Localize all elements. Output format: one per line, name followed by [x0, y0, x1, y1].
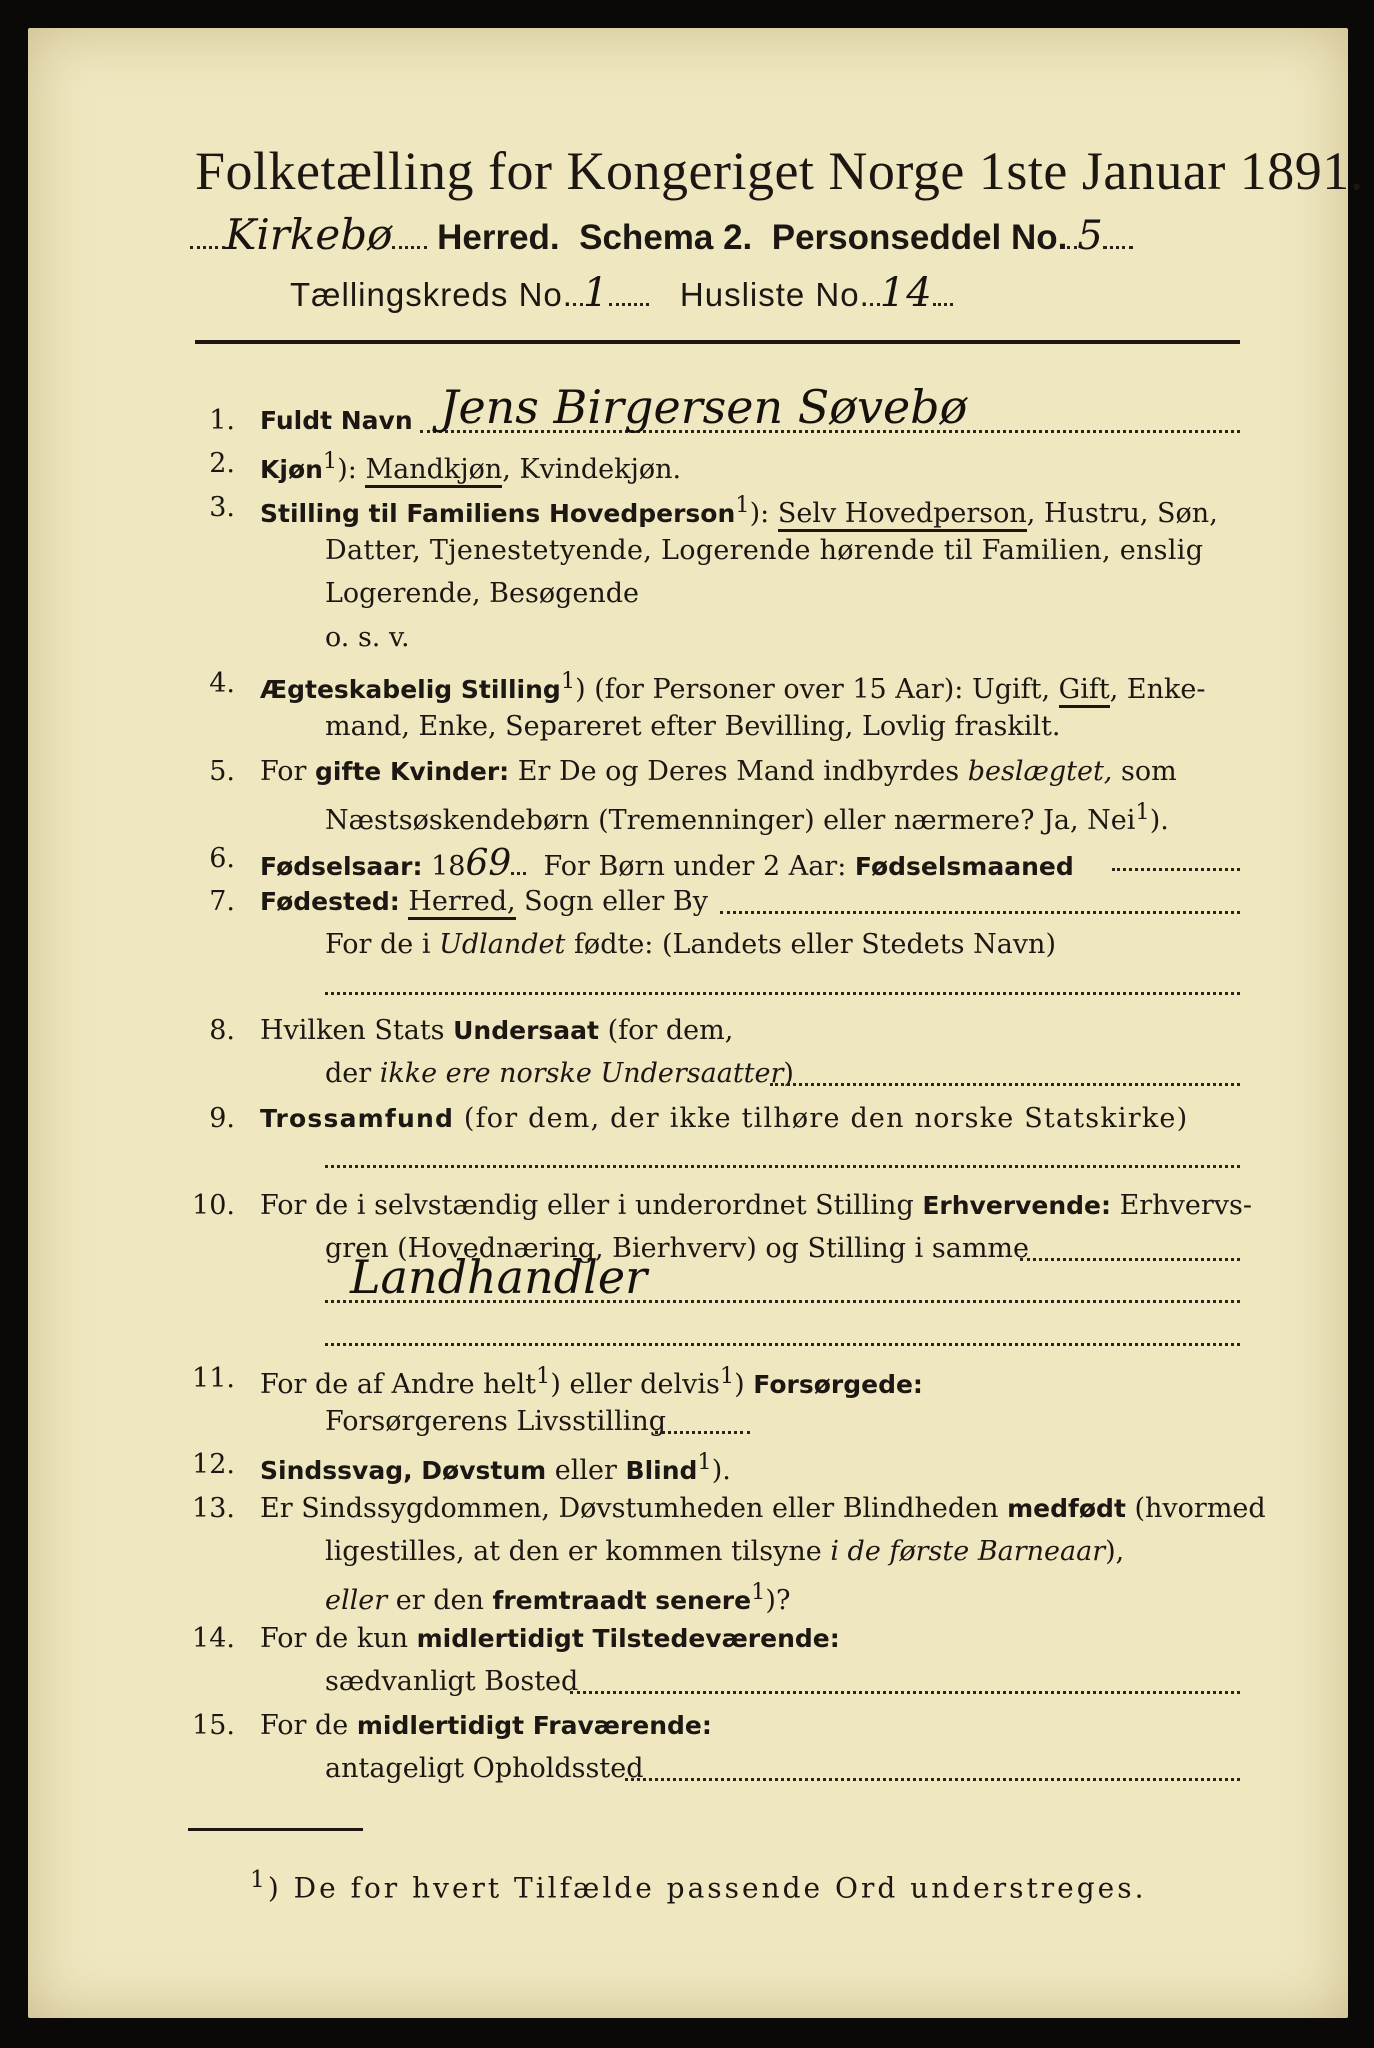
item-2-text: Kjøn$^1$): Mandkjøn, Kvindekjøn. [260, 448, 681, 485]
item-12-number: 12. [192, 1449, 235, 1480]
husliste-number: 14 [879, 270, 933, 316]
item-14-field [570, 1691, 1240, 1694]
item-5-line-2: Næstsøskendebørn (Tremenninger) eller nærmere? Ja, Nei$^1$). [325, 799, 1169, 836]
item-11-line-1: For de af Andre helt$^1$) eller delvis$^1$) Forsørgede: [260, 1363, 923, 1400]
taellingskreds-number: 1 [582, 270, 610, 316]
item-6-field [1112, 868, 1240, 871]
item-7-number: 7. [209, 886, 235, 917]
item-11-line-2: Forsørgerens Livsstilling [325, 1406, 667, 1437]
item-3-line-4: o. s. v. [325, 622, 410, 653]
item-7-selected: Herred, [408, 886, 515, 920]
item-2-number: 2. [209, 448, 235, 479]
item-3-selected: Selv Hovedperson [778, 498, 1027, 532]
item-15-field [625, 1778, 1240, 1781]
taellingskreds-label: Tællingskreds No. [290, 276, 573, 313]
item-10-line-2: gren (Hovednæring, Bierhverv) og Stilling i samme [325, 1233, 1030, 1264]
item-4-number: 4. [209, 668, 235, 699]
item-8-number: 8. [209, 1015, 235, 1046]
footnote: $^1$) De for hvert Tilfælde passende Ord understreges. [250, 1865, 1147, 1905]
item-1-value: Jens Birgersen Søvebø [440, 380, 968, 434]
item-13-line-3: eller er den fremtraadt senere$^1$)? [325, 1579, 791, 1616]
item-9-number: 9. [209, 1103, 235, 1134]
item-11-number: 11. [192, 1363, 235, 1394]
item-13-line-1: Er Sindssygdommen, Døvstumheden eller Blindheden medfødt (hvormed [260, 1493, 1266, 1524]
item-14-line-1: For de kun midlertidigt Tilstedeværende: [260, 1623, 840, 1654]
herred-name: Kirkebø [225, 210, 393, 259]
item-4-line-2: mand, Enke, Separeret efter Bevilling, Lovlig fraskilt. [325, 711, 1061, 742]
item-4-selected: Gift [1059, 674, 1110, 708]
item-13-number: 13. [192, 1493, 235, 1524]
item-6-value: 69 [465, 843, 512, 884]
item-3-line-3: Logerende, Besøgende [325, 578, 639, 609]
item-15-line-1: For de midlertidigt Fraværende: [260, 1710, 712, 1741]
item-1-number: 1. [209, 405, 235, 436]
header-line-herred [190, 210, 1133, 259]
item-10-value: Landhandler [350, 1250, 648, 1304]
item-4-line-1: Ægteskabelig Stilling$^1$) (for Personer over 15 Aar): Ugift, Gift, Enke- [260, 668, 1205, 705]
item-5-line-1: For gifte Kvinder: Er De og Deres Mand indbyrdes beslægtet, som [260, 756, 1177, 787]
item-3-line-1: Stilling til Familiens Hovedperson$^1$): Selv Hovedperson, Hustru, Søn, [260, 492, 1218, 529]
item-15-line-2: antageligt Opholdssted [325, 1753, 644, 1784]
form-title: Folketælling for Kongeriget Norge 1ste Januar 1891. [195, 141, 1364, 201]
personseddel-number: 5 [1077, 213, 1103, 259]
item-10-field-1 [1020, 1258, 1240, 1261]
item-9-text: Trossamfund (for dem, der ikke tilhøre den norske Statskirke) [260, 1103, 1189, 1134]
header-line-taellingskreds [290, 270, 953, 316]
item-12-text: Sindssvag, Døvstum eller Blind$^1$). [260, 1449, 731, 1486]
item-7-line-2: For de i Udlandet fødte: (Landets eller Stedets Navn) [325, 929, 1056, 960]
item-6-text: Fødselsaar: 1869 For Børn under 2 Aar: Fødselsmaaned [260, 843, 1074, 884]
footnote-rule [188, 1828, 363, 1831]
item-5-number: 5. [209, 756, 235, 787]
item-3-number: 3. [209, 492, 235, 523]
item-9-field [325, 1165, 1240, 1168]
item-14-number: 14. [192, 1623, 235, 1654]
personseddel-label: Personseddel No. [771, 218, 1068, 257]
item-10-number: 10. [192, 1190, 235, 1221]
herred-label: Herred. [437, 218, 560, 257]
item-8-field [770, 1083, 1240, 1086]
item-15-number: 15. [192, 1710, 235, 1741]
item-11-field [655, 1431, 750, 1434]
item-7-field [720, 911, 1240, 914]
item-7-field-2 [325, 992, 1240, 995]
item-6-number: 6. [209, 843, 235, 874]
item-10-field-2 [325, 1300, 1240, 1303]
item-3-line-2: Datter, Tjenestetyende, Logerende hørende til Familien, enslig [325, 535, 1204, 566]
item-10-field-3 [325, 1343, 1240, 1346]
item-1-label: Fuldt Navn [260, 406, 413, 435]
header-rule [195, 340, 1240, 344]
husliste-label: Husliste No. [679, 276, 870, 313]
item-13-line-2: ligestilles, at den er kommen tilsyne i de første Barneaar), [325, 1536, 1125, 1567]
item-7-line-1: Fødested: Herred, Sogn eller By [260, 886, 708, 917]
item-14-line-2: sædvanligt Bosted [325, 1666, 579, 1697]
item-10-line-1: For de i selvstændig eller i underordnet Stilling Erhvervende: Erhvervs- [260, 1190, 1252, 1221]
item-8-line-1: Hvilken Stats Undersaat (for dem, [260, 1015, 734, 1046]
schema-label: Schema 2. [579, 218, 753, 257]
item-2-selected: Mandkjøn [365, 454, 502, 488]
item-8-line-2: der ikke ere norske Undersaatter) [325, 1058, 794, 1089]
